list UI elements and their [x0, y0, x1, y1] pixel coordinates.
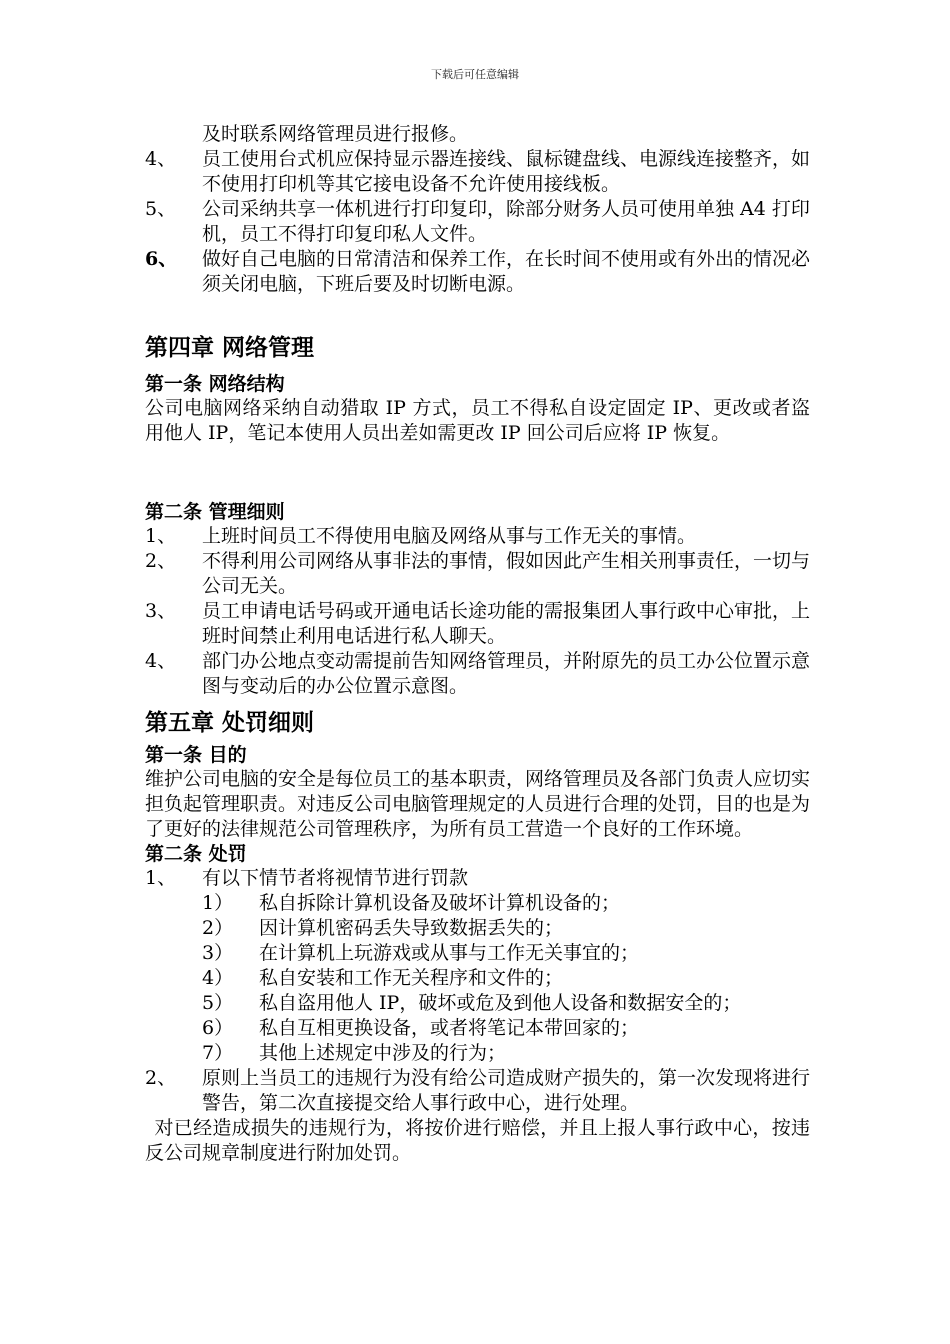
item-text: 做好自己电脑的日常清洁和保养工作，在长时间不使用或有外出的情况必须关闭电脑，下班后要及时切断电源。 — [202, 248, 811, 295]
sub-item-text: 因计算机密码丢失导致数据丢失的； — [259, 917, 564, 939]
list-item — [145, 866, 810, 891]
list-item — [145, 147, 810, 197]
item-number: 5、 — [145, 198, 177, 220]
item-text: 有以下情节者将视情节进行罚款 — [202, 867, 469, 889]
article-body: 维护公司电脑的安全是每位员工的基本职责，网络管理员及各部门负责人应切实担负起管理职责。对违反公司电脑管理规定的人员进行合理的处罚，目的也是为了更好的法律规范公司管理秩序，为所有员工营造一个良好的工作环境。 — [145, 768, 811, 840]
sub-item-number: 6） — [202, 1017, 234, 1039]
sub-item-number: 7） — [202, 1042, 234, 1064]
sub-item-number: 5） — [202, 992, 234, 1014]
sub-list-item — [145, 891, 810, 916]
article-title: 第二条 管理细则 — [145, 501, 285, 523]
list-item — [145, 1066, 810, 1116]
sub-item-number: 4） — [202, 967, 234, 989]
sub-list-item — [145, 941, 810, 966]
item-number: 2、 — [145, 550, 177, 572]
document-body — [145, 122, 810, 1166]
sub-item-number: 1） — [202, 892, 234, 914]
sub-item-text: 私自互相更换设备，或者将笔记本带回家的； — [259, 1017, 640, 1039]
list-item — [145, 197, 810, 247]
item-text: 员工申请电话号码或开通电话长途功能的需报集团人事行政中心审批，上班时间禁止利用电话进行私人聊天。 — [202, 600, 811, 647]
item-number: 4、 — [145, 148, 177, 170]
article-title: 第二条 处罚 — [145, 843, 247, 865]
sub-item-text: 在计算机上玩游戏或从事与工作无关事宜的； — [259, 942, 640, 964]
item-number: 2、 — [145, 1067, 177, 1089]
item-number: 1、 — [145, 525, 177, 547]
closing-paragraph: 对已经造成损失的违规行为，将按价进行赔偿，并且上报人事行政中心，按违反公司规章制度进行附加处罚。 — [145, 1117, 810, 1164]
sub-list-item — [145, 1041, 810, 1066]
sub-item-text: 私自盗用他人 IP，破坏或危及到他人设备和数据安全的； — [259, 992, 742, 1014]
sub-item-number: 2） — [202, 917, 234, 939]
item-continuation: 及时联系网络管理员进行报修。 — [202, 123, 469, 145]
item-text: 原则上当员工的违规行为没有给公司造成财产损失的，第一次发现将进行警告，第二次直接提交给人事行政中心，进行处理。 — [202, 1067, 811, 1114]
list-item — [145, 599, 810, 649]
list-item — [145, 524, 810, 549]
chapter-title: 第四章 网络管理 — [145, 335, 315, 361]
article-body: 公司电脑网络采纳自动猎取 IP 方式，员工不得私自设定固定 IP、更改或者盗用他人 IP，笔记本使用人员出差如需更改 IP 回公司后应将 IP 恢复。 — [145, 397, 810, 444]
page-header: 下载后可任意编辑 — [431, 68, 519, 81]
list-item — [145, 247, 810, 297]
item-text: 员工使用台式机应保持显示器连接线、鼠标键盘线、电源线连接整齐，如不使用打印机等其它接电设备不允许使用接线板。 — [202, 148, 811, 195]
item-number: 1、 — [145, 867, 177, 889]
item-text: 上班时间员工不得使用电脑及网络从事与工作无关的事情。 — [202, 525, 697, 547]
article-title: 第一条 目的 — [145, 744, 247, 766]
item-number: 4、 — [145, 650, 177, 672]
item-number: 6、 — [145, 248, 178, 270]
sub-item-text: 其他上述规定中涉及的行为； — [259, 1042, 507, 1064]
sub-item-text: 私自拆除计算机设备及破坏计算机设备的； — [259, 892, 621, 914]
sub-list-item — [145, 916, 810, 941]
item-number: 3、 — [145, 600, 177, 622]
chapter-title: 第五章 处罚细则 — [145, 710, 315, 736]
sub-item-number: 3） — [202, 942, 234, 964]
item-text: 不得利用公司网络从事非法的事情，假如因此产生相关刑事责任，一切与公司无关。 — [202, 550, 811, 597]
list-item — [145, 549, 810, 599]
list-item — [145, 649, 810, 699]
sub-list-item — [145, 1016, 810, 1041]
sub-item-text: 私自安装和工作无关程序和文件的； — [259, 967, 564, 989]
item-text: 部门办公地点变动需提前告知网络管理员，并附原先的员工办公位置示意图与变动后的办公位置示意图。 — [202, 650, 811, 697]
article-title: 第一条 网络结构 — [145, 373, 285, 395]
sub-list-item — [145, 991, 810, 1016]
sub-list-item — [145, 966, 810, 991]
item-text: 公司采纳共享一体机进行打印复印，除部分财务人员可使用单独 A4 打印机，员工不得打印复印私人文件。 — [202, 198, 810, 245]
